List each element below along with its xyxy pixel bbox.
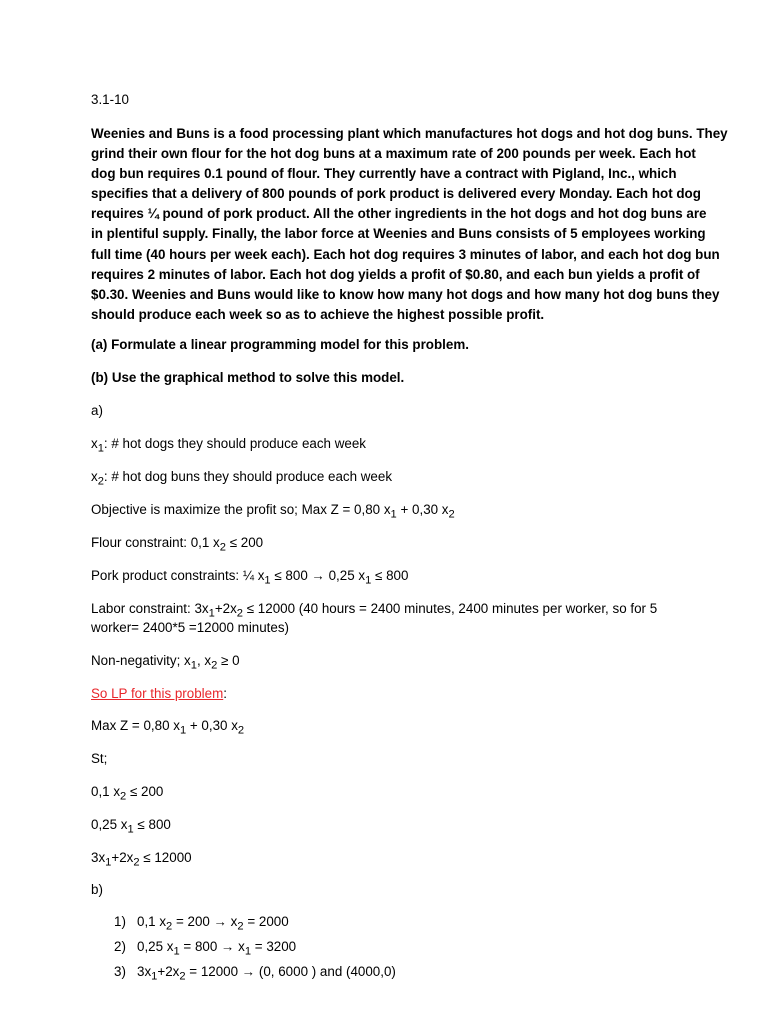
x1-definition: $x_1$: # hot dogs they should produce each week [91,436,366,455]
list-item [114,962,396,987]
flour-text: Flour constraint: 0,1 x [91,535,220,550]
subscript: 1 [190,659,197,672]
subscript: 1 [390,508,397,521]
labor-mid: +2x [214,601,237,616]
problem-line: $0.30. Weenies and Buns would like to know how many hot dogs and how many hot dog buns they [91,286,720,302]
x1-definition-text: : # hot dogs they should produce each week [103,436,366,451]
subscript: 2 [133,856,140,869]
subscript: 1 [127,823,134,836]
problem-id: 3.1-10 [91,92,129,107]
nonneg-text: Non-negativity; x [91,653,191,668]
pork-text: Pork product constraints: ¼ x [91,568,265,583]
subscript: 2 [237,920,244,933]
subscript: 2 [237,724,245,737]
lp-constraint-2 [91,815,171,840]
lp-c2-text: 0,25 x [91,817,128,832]
pork-mid: ≤ 800 → 0,25 x [270,568,366,583]
subscript: 1 [173,945,180,958]
part-a-question: (a) Formulate a linear programming model for this problem. [91,337,469,352]
list-number: 2) [114,939,126,955]
labor-text: Labor constraint: 3x [91,601,209,616]
x2-definition: $x_2$: # hot dog buns they should produce each week [91,469,393,488]
list-number: 1) [114,914,126,929]
sol-text-a: 0,25 x [137,939,174,955]
x2-definition-text: : # hot dog buns they should produce each week [103,469,393,484]
problem-line: specifies that a delivery of 800 pounds of pork product is delivered every Monday. Each hot dog [91,186,701,202]
list-item [114,937,396,962]
problem-line: Weenies and Buns is a food processing plant which manufactures hot dogs and hot dog buns. They [91,126,728,141]
lp-heading-colon: : [223,686,227,701]
flour-constraint [91,533,263,558]
sol-text-b: = 800 → x [179,939,245,955]
pork-constraint [91,566,408,591]
lp-c2-rhs: ≤ 800 [133,817,171,832]
lp-heading: So LP for this problem [91,686,224,701]
lp-st: St; [91,751,108,766]
subscript: 1 [179,724,187,737]
subscript: 2 [179,971,186,984]
sol-text-b: = 200 → x [172,914,238,929]
subscript: 2 [211,659,218,672]
problem-line: requires ¼ pound of pork product. All the other ingredients in the hot dogs and hot dog buns are [91,206,707,222]
lp-max-mid: + 0,30 x [186,718,238,733]
problem-line: full time (40 hours per week each). Each hot dog requires 3 minutes of labor, and each hot dog bun [91,246,720,262]
objective-line [91,500,455,525]
objective-text: Objective is maximize the profit so; Max Z = 0,80 x [91,502,391,517]
lp-max-text: Max Z = 0,80 x [91,718,180,733]
solution-list [114,912,396,988]
sol-text-a: 0,1 x [137,914,167,929]
sol-text-b: +2x [157,964,180,980]
subscript: 1 [97,442,104,455]
sol-text-c: = 12000 → (0, 6000 ) and (4000,0) [185,964,396,980]
problem-line: dog bun requires 0.1 pound of flour. They currently have a contract with Pigland, Inc., which [91,166,677,182]
lp-c3-rhs: ≤ 12000 [139,850,192,865]
lp-c1-text: 0,1 x [91,784,121,799]
lp-constraint-1 [91,782,163,807]
flour-rhs: ≤ 200 [225,535,264,550]
nonneg-mid: , x [196,653,212,668]
subscript: 2 [236,607,244,620]
answer-b-heading: b) [91,882,103,897]
list-item [114,912,396,937]
problem-statement [91,124,728,325]
subscript: 1 [208,607,215,620]
subscript: 1 [105,856,112,869]
sol-text-c: = 3200 [251,939,297,955]
pork-rhs: ≤ 800 [371,568,409,583]
subscript: 1 [244,945,252,958]
problem-line: should produce each week so as to achieve the highest possible profit. [91,306,545,322]
lp-c1-rhs: ≤ 200 [126,784,164,799]
nonneg-rhs: ≥ 0 [217,653,240,668]
lp-c3-text: 3x [91,850,106,865]
subscript: 1 [264,574,271,587]
labor-rhs: ≤ 12000 (40 hours = 2400 minutes, 2400 minutes per worker, so for 5 [243,601,658,616]
non-negativity [91,651,240,676]
answer-a-heading: a) [91,403,103,418]
subscript: 2 [120,790,127,803]
subscript: 2 [97,475,104,488]
subscript: 2 [448,508,455,521]
subscript: 1 [365,574,372,587]
subscript: 2 [219,541,226,554]
lp-c3-mid: +2x [111,850,134,865]
list-number: 3) [114,964,126,980]
problem-line: grind their own flour for the hot dog buns at a maximum rate of 200 pounds per week. Each hot [91,146,696,162]
subscript: 2 [166,920,173,933]
part-b-question: (b) Use the graphical method to solve this model. [91,370,405,385]
objective-mid: + 0,30 x [396,502,449,517]
lp-constraint-3 [91,848,192,873]
lp-heading-line [91,684,227,704]
sol-text-c: = 2000 [243,914,289,929]
problem-line: in plentiful supply. Finally, the labor force at Weenies and Buns consists of 5 employees working [91,226,706,242]
lp-objective [91,716,244,741]
subscript: 1 [151,971,158,984]
problem-line: requires 2 minutes of labor. Each hot dog yields a profit of $0.80, and each bun yields a profit of [91,266,700,282]
sol-text-a: 3x [137,964,152,980]
labor-constraint-cont: worker= 2400*5 =12000 minutes) [91,620,290,635]
